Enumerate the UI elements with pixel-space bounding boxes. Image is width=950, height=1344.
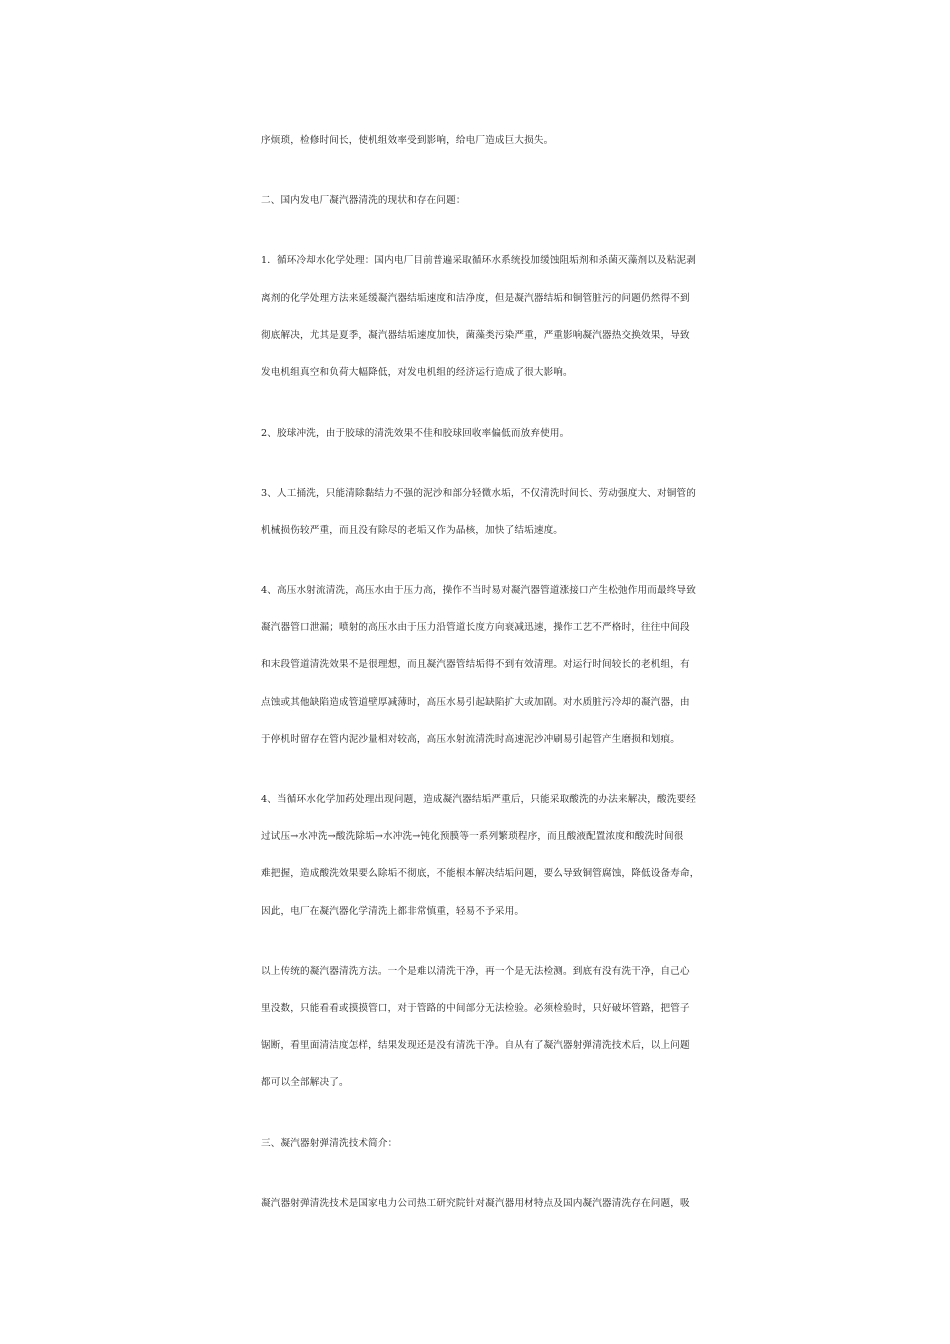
section-heading: 三、凝汽器射弹清洗技术简介： <box>261 1138 398 1149</box>
text-line: 发电机组真空和负荷大幅降低，对发电机组的经济运行造成了很大影响。 <box>261 367 573 378</box>
text-line: 于停机时留存在管内泥沙量相对较高，高压水射流清洗时高速泥沙冲刷易引起管产生磨损和划痕。 <box>261 734 680 745</box>
text-line: 点蚀或其他缺陷造成管道壁厚减薄时，高压水易引起缺陷扩大或加剧。对水质脏污冷却的凝汽器，由 <box>261 697 690 708</box>
text-line: 凝汽器管口泄漏；喷射的高压水由于压力沿管道长度方向衰减迅速，操作工艺不严格时，往往中间段 <box>261 622 690 633</box>
text-line: 都可以全部解决了。 <box>261 1077 349 1088</box>
text-line: 序烦琐，检修时间长，使机组效率受到影响，给电厂造成巨大损失。 <box>261 135 554 146</box>
text-line: 难把握，造成酸洗效果要么除垢不彻底，不能根本解决结垢问题，要么导致铜管腐蚀，降低设备寿命， <box>261 868 700 879</box>
text-line: 过试压→水冲洗→酸洗除垢→水冲洗→钝化预膜等一系列繁琐程序，而且酸液配置浓度和酸洗时间很 <box>261 831 684 842</box>
text-line: 里没数，只能看看或摸摸管口，对于管路的中间部分无法检验。必须检验时，只好破坏管路，把管子 <box>261 1003 690 1014</box>
text-line: 1．循环冷却水化学处理：国内电厂目前普遍采取循环水系统投加缓蚀阻垢剂和杀菌灭藻剂以及粘泥剥 <box>261 255 696 266</box>
text-line: 以上传统的凝汽器清洗方法。一个是难以清洗干净，再一个是无法检测。到底有没有洗干净，自己心 <box>261 966 690 977</box>
text-line: 凝汽器射弹清洗技术是国家电力公司热工研究院针对凝汽器用材特点及国内凝汽器清洗存在问题，吸 <box>261 1198 690 1209</box>
section-heading: 二、国内发电厂凝汽器清洗的现状和存在问题： <box>261 195 466 206</box>
text-line: 4、高压水射流清洗，高压水由于压力高，操作不当时易对凝汽器管道涨接口产生松弛作用而最终导致 <box>261 585 696 596</box>
text-line: 3、人工捅洗，只能清除黏结力不强的泥沙和部分轻微水垢，不仅清洗时间长、劳动强度大、对铜管的 <box>261 488 696 499</box>
text-line: 彻底解决，尤其是夏季，凝汽器结垢速度加快，菌藻类污染严重，严重影响凝汽器热交换效果，导致 <box>261 330 690 341</box>
text-line: 机械损伤较严重，而且没有除尽的老垢又作为晶核，加快了结垢速度。 <box>261 525 564 536</box>
text-line: 离剂的化学处理方法来延缓凝汽器结垢速度和洁净度，但是凝汽器结垢和铜管脏污的问题仍然得不到 <box>261 293 690 304</box>
text-line: 和末段管道清洗效果不是很理想，而且凝汽器管结垢得不到有效清理。对运行时间较长的老机组，有 <box>261 659 690 670</box>
text-line: 2、胶球冲洗，由于胶球的清洗效果不佳和胶球回收率偏低而放弃使用。 <box>261 428 570 439</box>
text-line: 4、当循环水化学加药处理出现问题，造成凝汽器结垢严重后，只能采取酸洗的办法来解决，酸洗要经 <box>261 794 696 805</box>
text-line: 因此，电厂在凝汽器化学清洗上都非常慎重，轻易不予采用。 <box>261 906 525 917</box>
text-line: 锯断，看里面清洁度怎样，结果发现还是没有清洗干净。自从有了凝汽器射弹清洗技术后，以上问题 <box>261 1040 690 1051</box>
